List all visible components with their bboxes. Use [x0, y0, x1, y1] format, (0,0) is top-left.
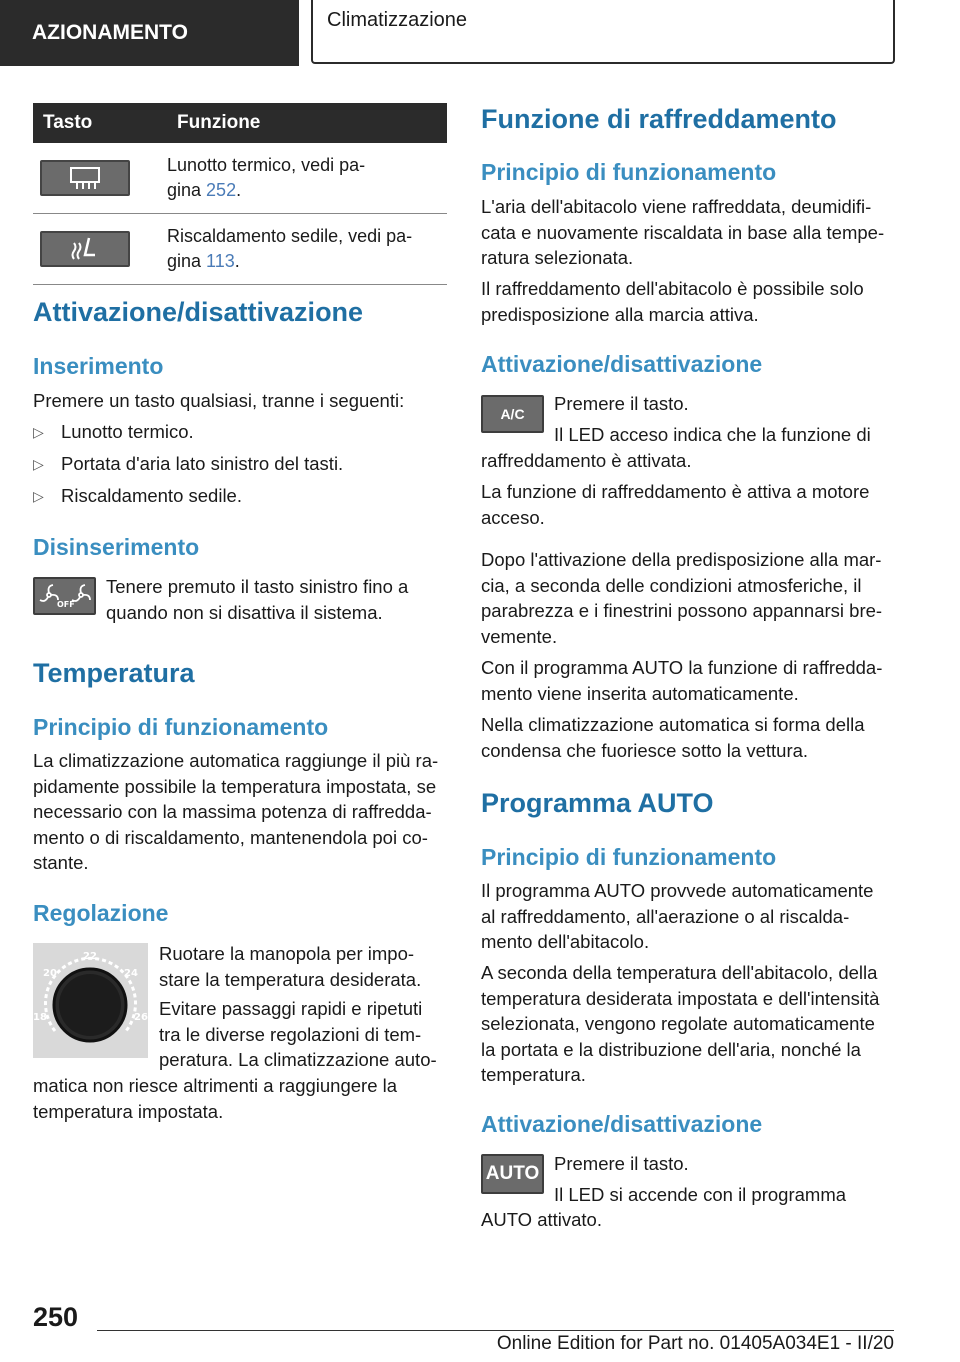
list-item: ▷ Portata d'aria lato sinistro del tasti. — [33, 453, 343, 485]
auto-text-2: A seconda della temperatura dell'abitacolo, della temperatura desiderata impostata e dell'intensità selezionata, vengono regolate automaticamente la portata e la distribuzione dell'aria, nonché la temperatura. — [481, 962, 880, 1085]
page-link[interactable]: 113 — [206, 251, 235, 271]
temp-text: La climatizzazione automatica raggiunge il più ra- pidamente possibile la temperatura impostata, se necessario con la massima potenza di raffredda- mento o di riscaldamento, mantenendola poi co- stante. — [33, 750, 439, 873]
off-text: Tenere premuto il tasto sinistro fino a quando non si disattiva il sistema. — [106, 576, 409, 623]
footer-divider — [97, 1330, 894, 1331]
regulation-text-1: Ruotare la manopola per impo- stare la temperatura desiderata. — [159, 943, 422, 990]
regulation-text-2a: Evitare passaggi rapidi e ripetuti tra le diverse regolazioni di tem- peratura. La climatizzazione auto- — [159, 998, 437, 1070]
auto-text-1: Il programma AUTO provvede automaticamente al raffreddamento, all'aerazione o al riscalda- mento dell'abitacolo. — [481, 880, 874, 952]
ac-text-3: La funzione di raffreddamento è attiva a motore acceso. — [481, 481, 870, 528]
triangle-bullet-icon: ▷ — [33, 456, 44, 472]
triangle-bullet-icon: ▷ — [33, 488, 44, 504]
dial-tick-26: 26 — [134, 1012, 148, 1023]
on-intro: Premere un tasto qualsiasi, tranne i seguenti: — [33, 390, 405, 411]
cool-text-2: Il raffreddamento dell'abitacolo è possibile solo predisposizione alla marcia attiva. — [481, 278, 864, 325]
table-row — [33, 143, 447, 214]
header-section: AZIONAMENTO — [0, 0, 299, 66]
auto-text-4a: Il LED si accende con il programma — [554, 1184, 847, 1205]
ac-text-6: Nella climatizzazione automatica si forma della condensa che fuoriesce sotto la vettura. — [481, 714, 865, 761]
heading-temp-principle: Principio di funzionamento — [33, 714, 329, 740]
ac-text-1: Premere il tasto. — [554, 393, 689, 414]
auto-text-4b: AUTO attivato. — [481, 1209, 602, 1230]
ac-text-4: Dopo l'attivazione della predisposizione alla mar- cia, a seconda delle condizioni atmosferiche, il parabrezza e i finestrini possono appannarsi bre- vemente. — [481, 549, 883, 647]
triangle-bullet-icon: ▷ — [33, 424, 44, 440]
on-list — [33, 421, 343, 517]
table-cell-function: Lunotto termico, vedi pa- gina 252. — [155, 143, 447, 214]
fan-off-button-image — [33, 577, 96, 615]
col-key-header: Tasto — [33, 103, 155, 143]
dial-tick-22: 22 — [83, 951, 97, 962]
heading-auto-activation: Attivazione/disattivazione — [481, 1111, 763, 1137]
off-label: OFF — [56, 600, 75, 609]
dial-tick-18: 18 — [33, 1012, 47, 1023]
heading-off: Disinserimento — [33, 534, 200, 560]
page-link[interactable]: 252 — [206, 180, 237, 200]
heading-cooling: Funzione di raffreddamento — [481, 104, 837, 134]
ac-text-5: Con il programma AUTO la funzione di raffredda- mento viene inserita automaticamente. — [481, 657, 883, 704]
ac-text-2b: raffreddamento è attivata. — [481, 450, 692, 471]
heading-temperature: Temperatura — [33, 658, 195, 688]
heading-regulation: Regolazione — [33, 900, 169, 926]
dial-tick-20: 20 — [43, 968, 57, 979]
edition-info: Online Edition for Part no. 01405A034E1 - II/20 — [496, 1333, 894, 1354]
heading-auto: Programma AUTO — [481, 788, 714, 818]
ac-text-2a: Il LED acceso indica che la funzione di — [554, 424, 871, 445]
rear-defrost-icon — [40, 160, 130, 196]
table-cell-function: Riscaldamento sedile, vedi pa- gina 113. — [155, 214, 447, 285]
header-chapter: Climatizzazione — [311, 0, 895, 64]
heading-cool-activation: Attivazione/disattivazione — [481, 351, 763, 377]
temperature-dial-image — [33, 943, 148, 1058]
auto-text-3: Premere il tasto. — [554, 1153, 689, 1174]
heading-cool-principle: Principio di funzionamento — [481, 159, 777, 185]
col-function-header: Funzione — [155, 103, 447, 143]
list-item: ▷ Riscaldamento sedile. — [33, 485, 343, 517]
seat-heating-icon — [40, 231, 130, 267]
list-item: ▷ Lunotto termico. — [33, 421, 343, 453]
heading-on: Inserimento — [33, 353, 164, 379]
heading-auto-principle: Principio di funzionamento — [481, 844, 777, 870]
regulation-text-2b: matica non riesce altrimenti a raggiungere la temperatura impostata. — [33, 1075, 398, 1122]
table-row — [33, 214, 447, 285]
heading-activation: Attivazione/disattivazione — [33, 297, 364, 327]
key-function-table — [33, 103, 447, 285]
page-number: 250 — [33, 1302, 79, 1332]
auto-button-image: AUTO — [481, 1154, 544, 1194]
cool-text-1: L'aria dell'abitacolo viene raffreddata, deumidifi- cata e nuovamente riscaldata in base alla tempe- ratura selezionata. — [481, 196, 885, 268]
ac-button-image: A/C — [481, 395, 544, 433]
dial-tick-24: 24 — [124, 968, 138, 979]
